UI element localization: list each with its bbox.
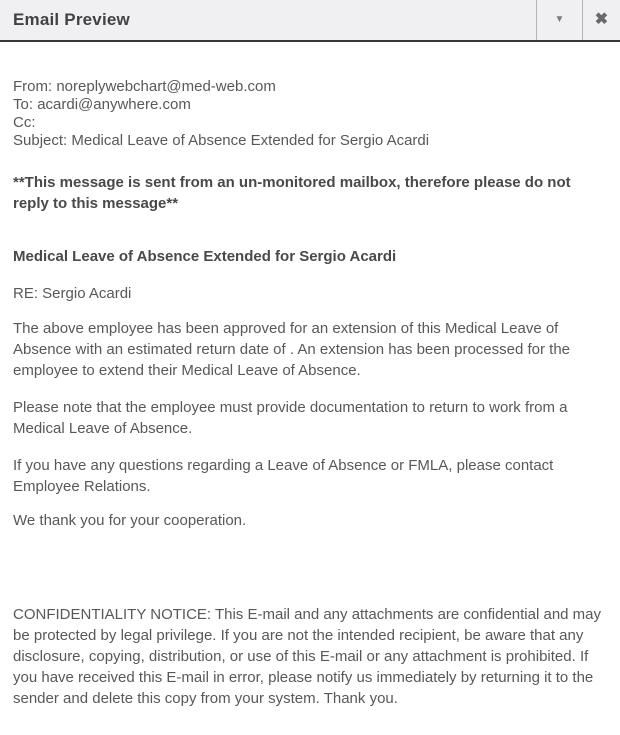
header-to xyxy=(13,96,607,114)
email-headers xyxy=(13,78,607,150)
header-from-label: From: xyxy=(13,78,53,95)
paragraph-questions: If you have any questions regarding a Leave of Absence or FMLA, please contact Employee Relations. xyxy=(13,457,554,495)
header-to-label: To: xyxy=(13,96,34,113)
unmonitored-mailbox-warning: **This message is sent from an un-monitored mailbox, therefore please do not reply to this message** xyxy=(13,174,571,212)
email-subject-heading: Medical Leave of Absence Extended for Sergio Acardi xyxy=(13,248,397,265)
confidentiality-notice: CONFIDENTIALITY NOTICE: This E-mail and any attachments are confidential and may be protected by legal privilege. If you are not the intended recipient, be aware that any disclosure, copying, distribution, or use of this E-mail or any attachment is prohibited. If you have received this E-mail in error, please notify us immediately by returning it to the sender and delete this copy from your system. Thank you. xyxy=(13,606,602,707)
header-from-value: noreplywebchart@med-web.com xyxy=(56,78,276,95)
close-button[interactable] xyxy=(582,0,620,40)
header-subject-label: Subject: xyxy=(13,132,68,149)
paragraph-thanks: We thank you for your cooperation. xyxy=(13,512,247,529)
paragraph-documentation: Please note that the employee must provide documentation to return to work from a Medical Leave of Absence. xyxy=(13,399,568,437)
header-cc xyxy=(13,114,607,132)
titlebar-controls xyxy=(536,0,620,40)
dialog-title: Email Preview xyxy=(13,10,130,29)
header-cc-label: Cc: xyxy=(13,114,36,131)
caret-down-icon: ▼ xyxy=(554,14,565,25)
email-body xyxy=(0,42,620,709)
paragraph-approval: The above employee has been approved for an extension of this Medical Leave of Absence with an estimated return date of . An extension has been processed for the employee to extend their Medical Leave of Absence. xyxy=(13,320,571,379)
close-icon: ✖ xyxy=(594,11,609,28)
dialog-titlebar xyxy=(0,0,620,42)
header-subject-value: Medical Leave of Absence Extended for Sergio Acardi xyxy=(71,132,430,149)
header-subject xyxy=(13,132,607,150)
header-from xyxy=(13,78,607,96)
header-to-value: acardi@anywhere.com xyxy=(37,96,191,113)
collapse-button[interactable] xyxy=(536,0,582,40)
re-line: RE: Sergio Acardi xyxy=(13,285,132,302)
